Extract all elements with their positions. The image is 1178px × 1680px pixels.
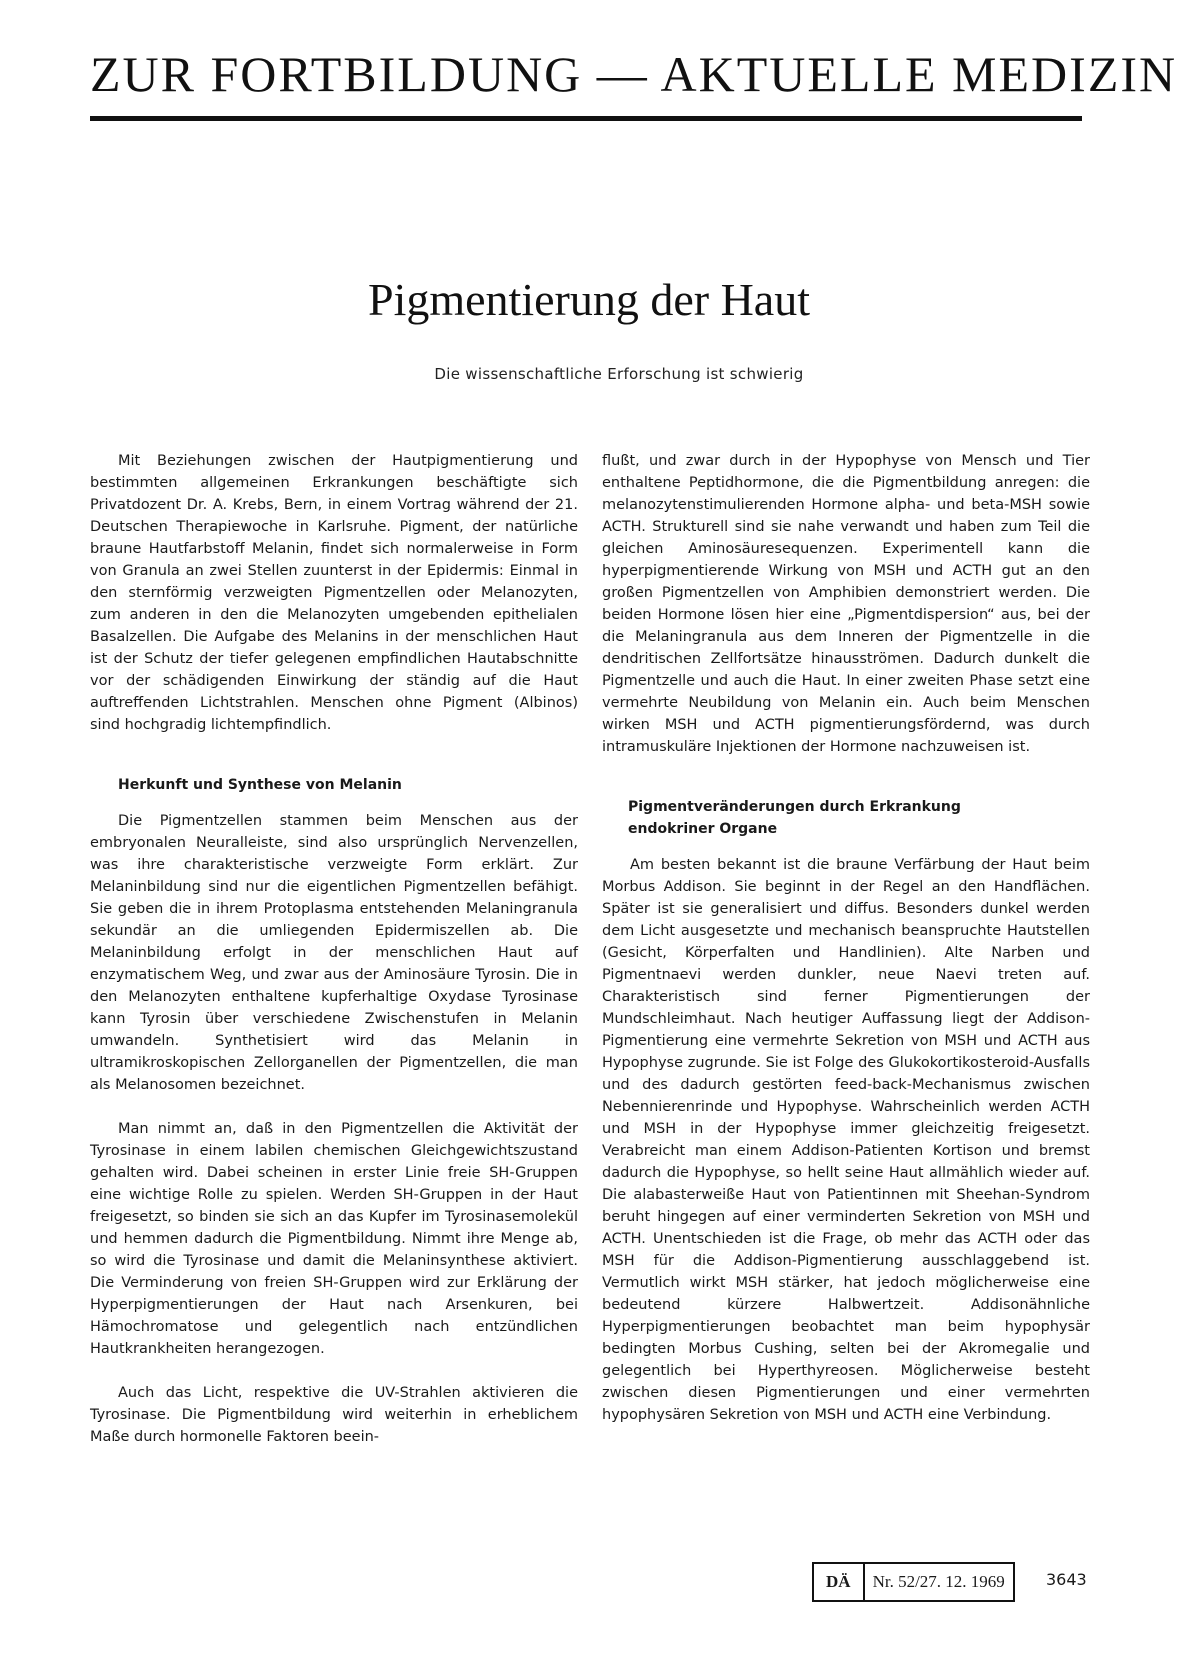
article-subtitle: Die wissenschaftliche Erforschung ist schwierig	[434, 365, 804, 383]
paragraph-intro: Mit Beziehungen zwischen der Hautpigmentierung und bestimmten allgemeinen Erkrankungen beschäftigte sich Privatdozent Dr. A. Krebs, Bern, in einem Vortrag während der 21. Deutschen Therapiewoche in Karlsruhe. Pigment, der natürliche braune Hautfarbstoff Melanin, findet sich normalerweise in Form von Granula an zwei Stellen zuunterst in der Epidermis: Einmal in den sternförmig verzweigten Pigmentzellen oder Melanozyten, zum anderen in den die Melanozyten umgebenden epithelialen Basalzellen. Die Aufgabe des Melanins in der menschlichen Haut ist der Schutz der tiefer gelegenen empfindlichen Hautabschnitte vor der schädigenden Einwirkung der ständig auf die Haut auftreffenden Lichtstrahlen. Menschen ohne Pigment (Albinos) sind hochgradig lichtempfindlich.	[90, 453, 578, 733]
paragraph-tyrosinase: Man nimmt an, daß in den Pigmentzellen die Aktivität der Tyrosinase in einem labilen chemischen Gleichgewichtszustand gehalten wird. Dabei scheinen in erster Linie freie SH-Gruppen eine wichtige Rolle zu spielen. Werden SH-Gruppen in der Haut freigesetzt, so binden sie sich an das Kupfer im Tyrosinasemolekül und hemmen dadurch die Pigmentbildung. Nimmt ihre Menge ab, so wird die Tyrosinase und damit die Melaninsynthese aktiviert. Die Verminderung von freien SH-Gruppen wird zur Erklärung der Hyperpigmentierungen der Haut nach Arsenkuren, bei Hämochromatose und gelegentlich nach entzündlichen Hautkrankheiten herangezogen.	[90, 1121, 578, 1357]
right-column	[602, 450, 1090, 1426]
journal-issue-box	[812, 1562, 1015, 1602]
article-title: Pigmentierung der Haut	[367, 274, 810, 325]
section-header: ZUR FORTBILDUNG — AKTUELLE MEDIZIN	[90, 46, 1178, 102]
paragraph-licht: Auch das Licht, respektive die UV-Strahlen aktivieren die Tyrosinase. Die Pigmentbildung wird weiterhin in erheblichem Maße durch hormonelle Faktoren beein-	[90, 1385, 578, 1445]
issue-date: Nr. 52/27. 12. 1969	[872, 1572, 1005, 1591]
header-rule	[90, 116, 1082, 121]
heading-endokrine: Pigmentveränderungen durch Erkrankung endokriner Organe	[628, 799, 961, 837]
heading-herkunft: Herkunft und Synthese von Melanin	[118, 777, 402, 793]
paragraph-addison: Am besten bekannt ist die braune Verfärbung der Haut beim Morbus Addison. Sie beginnt in der Regel an den Handflächen. Später ist sie generalisiert und diffus. Besonders dunkel werden dem Licht ausgesetzte und mechanisch beanspruchte Hautstellen (Gesicht, Körperfalten und Handlinien). Alte Narben und Pigmentnaevi werden dunkler, neue Naevi treten auf. Charakteristisch sind ferner Pigmentierungen der Mundschleimhaut. Nach heutiger Auffassung liegt der Addison-Pigmentierung eine vermehrte Sekretion von MSH und ACTH aus Hypophyse zugrunde. Sie ist Folge des Glukokortikosteroid-Ausfalls und des dadurch gestörten feed-back-Mechanismus zwischen Nebennierenrinde und Hypophyse. Wahrscheinlich werden ACTH und MSH in der Hypophyse immer gleichzeitig freigesetzt. Verabreicht man einem Addison-Patienten Kortison und bremst dadurch die Hypophyse, so hellt seine Haut allmählich wieder auf. Die alabasterweiße Haut von Patientinnen mit Sheehan-Syndrom beruht hingegen auf einer verminderten Sekretion von MSH und ACTH. Unentschieden ist die Frage, ob mehr das ACTH oder das MSH für die Addison-Pigmentierung ausschlaggebend ist. Vermutlich wirkt MSH stärker, hat jedoch möglicherweise eine bedeutend kürzere Halbwertzeit. Addisonähnliche Hyperpigmentierungen beobachtet man beim hypophysär bedingten Morbus Cushing, selten bei der Akromegalie und gelegentlich bei Hyperthyreosen. Möglicherweise besteht zwischen diesen Pigmentierungen und einer vermehrten hypophysären Sekretion von MSH und ACTH eine Verbindung.	[602, 857, 1090, 1423]
page-number: 3643	[1046, 1570, 1087, 1589]
paragraph-hormone: flußt, und zwar durch in der Hypophyse von Mensch und Tier enthaltene Peptidhormone, die die Pigmentbildung anregen: die melanozytenstimulierenden Hormone alpha- und beta-MSH sowie ACTH. Strukturell sind sie nahe verwandt und haben zum Teil die gleichen Aminosäuresequenzen. Experimentell kann die hyperpigmentierende Wirkung von MSH und ACTH gut an den großen Pigmentzellen von Amphibien demonstriert werden. Die beiden Hormone lösen hier eine „Pigmentdispersion“ aus, bei der die Melaningranula aus dem Inneren der Pigmentzelle in die dendritischen Zellfortsätze hinausströmen. Dadurch dunkelt die Pigmentzelle und auch die Haut. In einer zweiten Phase setzt eine vermehrte Neubildung von Melanin ein. Auch beim Menschen wirken MSH und ACTH pigmentierungsfördernd, was durch intramuskuläre Injektionen der Hormone nachzuweisen ist.	[602, 453, 1090, 755]
left-column	[90, 450, 578, 1448]
paragraph-herkunft: Die Pigmentzellen stammen beim Menschen aus der embryonalen Neuralleiste, sind also ursprünglich Nervenzellen, was ihre charakteristische verzweigte Form erklärt. Zur Melaninbildung sind nur die eigentlichen Pigmentzellen befähigt. Sie geben die in ihrem Protoplasma entstehenden Melaningranula sekundär an die umliegenden Epidermiszellen ab. Die Melaninbildung erfolgt in der menschlichen Haut auf enzymatischem Weg, und zwar aus der Aminosäure Tyrosin. Die in den Melanozyten enthaltene kupferhaltige Oxydase Tyrosinase kann Tyrosin über verschiedene Zwischenstufen in Melanin umwandeln. Synthetisiert wird das Melanin in ultramikroskopischen Zellorganellen der Pigmentzellen, die man als Melanosomen bezeichnet.	[90, 813, 578, 1093]
journal-logo: DÄ	[814, 1564, 865, 1600]
